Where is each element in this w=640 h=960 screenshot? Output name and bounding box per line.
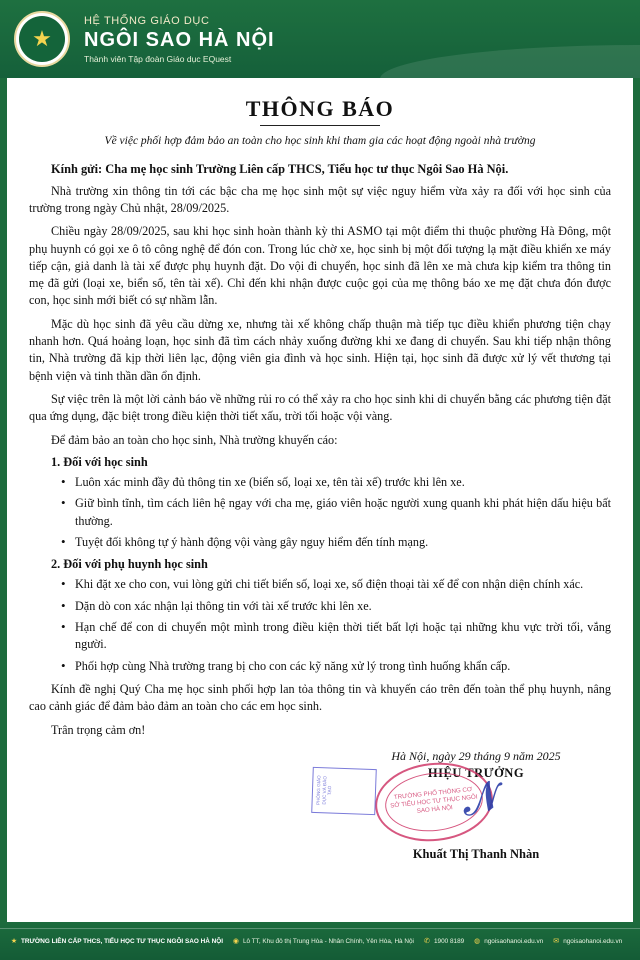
page-title: THÔNG BÁO: [245, 96, 395, 121]
crest-inner: [19, 16, 65, 62]
list-item: • Dặn dò con xác nhận lại thông tin với tài xế trước khi lên xe.: [75, 598, 611, 615]
signature-role: HIỆU TRƯỞNG: [427, 766, 525, 781]
paragraph: Để đảm bảo an toàn cho học sinh, Nhà trường khuyến cáo:: [51, 432, 338, 447]
thanks-line: Trân trọng cảm ơn!: [51, 722, 146, 737]
footer-phone: [423, 937, 464, 945]
document-body: [0, 78, 640, 922]
signature-date: Hà Nội, ngày 29 tháng 9 năm 2025: [391, 749, 561, 764]
paragraph: Mặc dù học sinh đã yêu cầu dừng xe, nhưng tài xế không chấp thuận mà tiếp tục điều khiển phương tiện chạy nhanh hơn. Quá hoảng loạn, học sinh đã tìm cách nhảy xuống đường khi xe đang di chuyển. Sau khi tiếp nhận thông tin, Nhà trường đã kịp thời liên lạc, động viên gia đình và học sinh. Hiện tại, học sinh đã được xử lý vết thương tại bệnh viện và tinh thần dần ổn định.: [29, 316, 611, 383]
star-icon: ★: [32, 26, 52, 51]
list-item: • Luôn xác minh đầy đủ thông tin xe (biển số, loại xe, tên tài xế) trước khi lên xe.: [75, 474, 611, 491]
document-footer: [0, 922, 640, 960]
closing-paragraph: Kính đề nghị Quý Cha mẹ học sinh phối hợp lan tỏa thông tin và khuyến cáo trên đến toàn thể phụ huynh, nâng cao cảnh giác để đảm bảo đảm an toàn cho các em học sinh.: [29, 682, 611, 714]
footer-divider: [0, 928, 640, 929]
list-item: • Tuyệt đối không tự ý hành động vội vàng gây nguy hiểm đến tính mạng.: [75, 534, 611, 551]
footer-items: [10, 937, 630, 945]
handwritten-signature-icon: 𝓝: [456, 772, 505, 826]
header-member: Thành viên Tập đoàn Giáo dục EQuest: [84, 53, 232, 64]
section-heading-students: 1. Đối với học sinh: [51, 455, 148, 470]
signature-box: [315, 749, 611, 862]
header-eyebrow: HỆ THỐNG GIÁO DỤC: [84, 14, 210, 27]
footer-school-label: TRƯỜNG LIÊN CẤP THCS, TIỂU HỌC TƯ THỤC NGÔI SAO HÀ NỘI: [21, 937, 223, 945]
star-icon: ★: [10, 938, 18, 945]
recommendation-list-parents: [29, 576, 611, 675]
stamp-text: TRƯỜNG PHỔ THÔNG CƠ SỞ TIỂU HỌC TƯ THỤC NGÔI SAO HÀ NỘI: [382, 768, 486, 836]
section-heading-parents: 2. Đối với phụ huynh học sinh: [51, 557, 208, 572]
signatory-name: Khuất Thị Thanh Nhàn: [412, 847, 540, 862]
footer-school: [10, 937, 223, 945]
footer-website[interactable]: [473, 937, 543, 945]
header-decoration: [380, 45, 640, 79]
list-item: • Giữ bình tĩnh, tìm cách liên hệ ngay với cha mẹ, giáo viên hoặc người xung quanh khi phát hiện dấu hiệu bất thường.: [75, 495, 611, 530]
footer-email[interactable]: [552, 937, 622, 945]
list-item: • Khi đặt xe cho con, vui lòng gửi chi tiết biển số, loại xe, số điện thoại tài xế để con nhận diện chính xác.: [75, 576, 611, 593]
paragraph: Nhà trường xin thông tin tới các bậc cha mẹ học sinh một sự việc nguy hiểm vừa xảy ra đối với học sinh của trường trong ngày Chủ nhật, 28/09/2025.: [29, 183, 611, 215]
paragraph: Chiều ngày 28/09/2025, sau khi học sinh hoàn thành kỳ thi ASMO tại một điểm thi thuộc phường Hà Đông, một phụ huynh có gọi xe ô tô công nghệ để đón con. Trong lúc chờ xe, học sinh bị một đối tượng lạ mặt điều khiển xe máy tiếp cận, giả danh là tài xế được phụ huynh đặt. Do vội đi chuyển, học sinh đã lên xe mà chưa kịp kiểm tra thông tin mẹ đã gửi (loại xe, biển số, tên tài xế). Chỉ đến khi nhận được cuộc gọi của mẹ thông báo xe mẹ đặt chưa đón được con, học sinh mới biết có sự nhầm lẫn.: [29, 224, 611, 308]
title-divider: [260, 125, 380, 126]
header-text-block: [84, 15, 275, 64]
list-item: • Hạn chế để con di chuyển một mình trong điều kiện thời tiết bất lợi hoặc tại những khu vực trời tối, vắng người.: [75, 619, 611, 654]
document-header: [0, 0, 640, 78]
header-brand: NGÔI SAO HÀ NỘI: [84, 28, 275, 51]
envelope-icon: ✉: [553, 938, 560, 945]
globe-icon: ◍: [474, 938, 481, 945]
footer-website-label: ngoisaohanoi.edu.vn: [484, 937, 544, 945]
phone-icon: ✆: [424, 938, 430, 945]
document-subtitle: Về việc phối hợp đảm bảo an toàn cho học sinh khi tham gia các hoạt động ngoài nhà trường: [104, 135, 536, 147]
salutation: Kính gửi: Cha mẹ học sinh Trường Liên cấp THCS, Tiểu học tư thục Ngôi Sao Hà Nội.: [51, 161, 509, 176]
secondary-stamp-icon: PHÒNG GIÁO DỤC VÀ ĐÀO TẠO: [311, 767, 377, 815]
footer-email-label: ngoisaohanoi.edu.vn: [563, 937, 623, 945]
footer-phone-label: 1900 8189: [433, 937, 465, 945]
location-pin-icon: ◉: [232, 938, 240, 945]
footer-address: [232, 937, 414, 945]
school-crest-icon: [14, 11, 70, 67]
recommendation-list-students: [29, 474, 611, 551]
signature-block: [29, 749, 611, 862]
list-item: • Phối hợp cùng Nhà trường trang bị cho con các kỹ năng xử lý trong tình huống khẩn cấp.: [75, 658, 611, 675]
paragraph: Sự việc trên là một lời cảnh báo về những rủi ro có thể xảy ra cho học sinh khi di chuyển bằng các phương tiện đặt qua ứng dụng, đặc biệt trong điều kiện thời tiết xấu, trời tối hoặc vội vàng.: [29, 392, 611, 424]
footer-address-label: Lô TT, Khu đô thị Trung Hòa - Nhân Chính, Yên Hòa, Hà Nội: [242, 937, 414, 945]
